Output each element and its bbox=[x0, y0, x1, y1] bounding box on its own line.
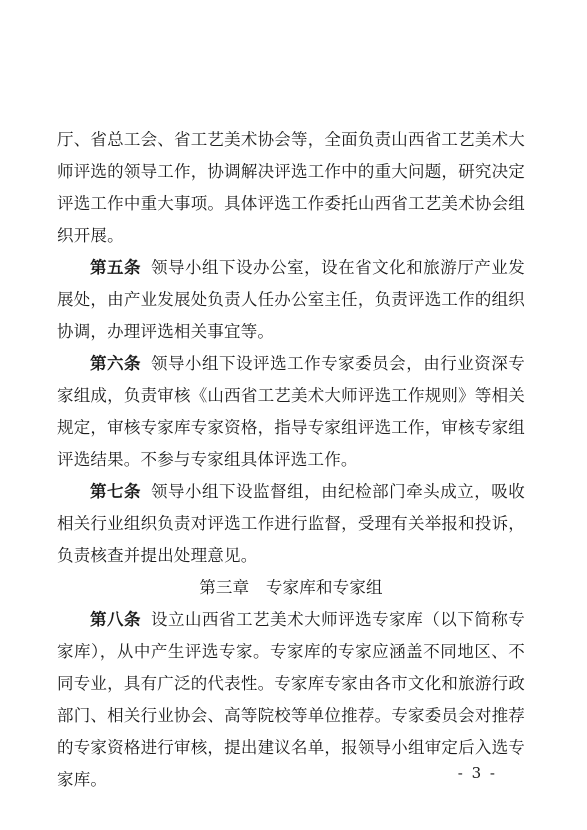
paragraph-continuation: 厅、省总工会、省工艺美术协会等，全面负责山西省工艺美术大师评选的领导工作，协调解决评选工作中的重大问题，研究决定评选工作中重大事项。具体评选工作委托山西省工艺美术协会组织开展。 bbox=[57, 130, 525, 245]
article-6-text: 领导小组下设评选工作专家委员会，由行业资深专家组成，负责审核《山西省工艺美术大师评选工作规则》等相关规定，审核专家库专家资格，指导专家组评选工作，审核专家组评选结果。不参与专家组具体评选工作。 bbox=[57, 354, 525, 469]
chapter-3-number: 第三章 bbox=[199, 578, 250, 597]
article-7 bbox=[57, 476, 525, 572]
article-5-text: 领导小组下设办公室，设在省文化和旅游厅产业发展处，由产业发展处负责人任办公室主任，负责评选工作的组织协调，办理评选相关事宜等。 bbox=[57, 258, 525, 341]
article-8-text: 设立山西省工艺美术大师评选专家库（以下简称专家库），从中产生评选专家。专家库的专家应涵盖不同地区、不同专业，具有广泛的代表性。专家库专家由各市文化和旅游行政部门、相关行业协会、高等院校等单位推荐。专家委员会对推荐的专家资格进行审核，提出建议名单，报领导小组审定后入选专家库。 bbox=[57, 610, 525, 789]
article-6-label: 第六条 bbox=[90, 354, 142, 373]
article-7-text: 领导小组下设监督组，由纪检部门牵头成立，吸收相关行业组织负责对评选工作进行监督，受理有关举报和投诉，负责核查并提出处理意见。 bbox=[57, 482, 525, 565]
chapter-3-title: 专家库和专家组 bbox=[265, 578, 383, 597]
document-body bbox=[57, 124, 525, 796]
article-6 bbox=[57, 348, 525, 476]
article-8 bbox=[57, 604, 525, 796]
page-number: - 3 - bbox=[457, 764, 497, 782]
article-5 bbox=[57, 252, 525, 348]
article-5-label: 第五条 bbox=[90, 258, 142, 277]
article-8-label: 第八条 bbox=[90, 610, 142, 629]
article-7-label: 第七条 bbox=[90, 482, 142, 501]
chapter-3-heading bbox=[57, 572, 525, 604]
